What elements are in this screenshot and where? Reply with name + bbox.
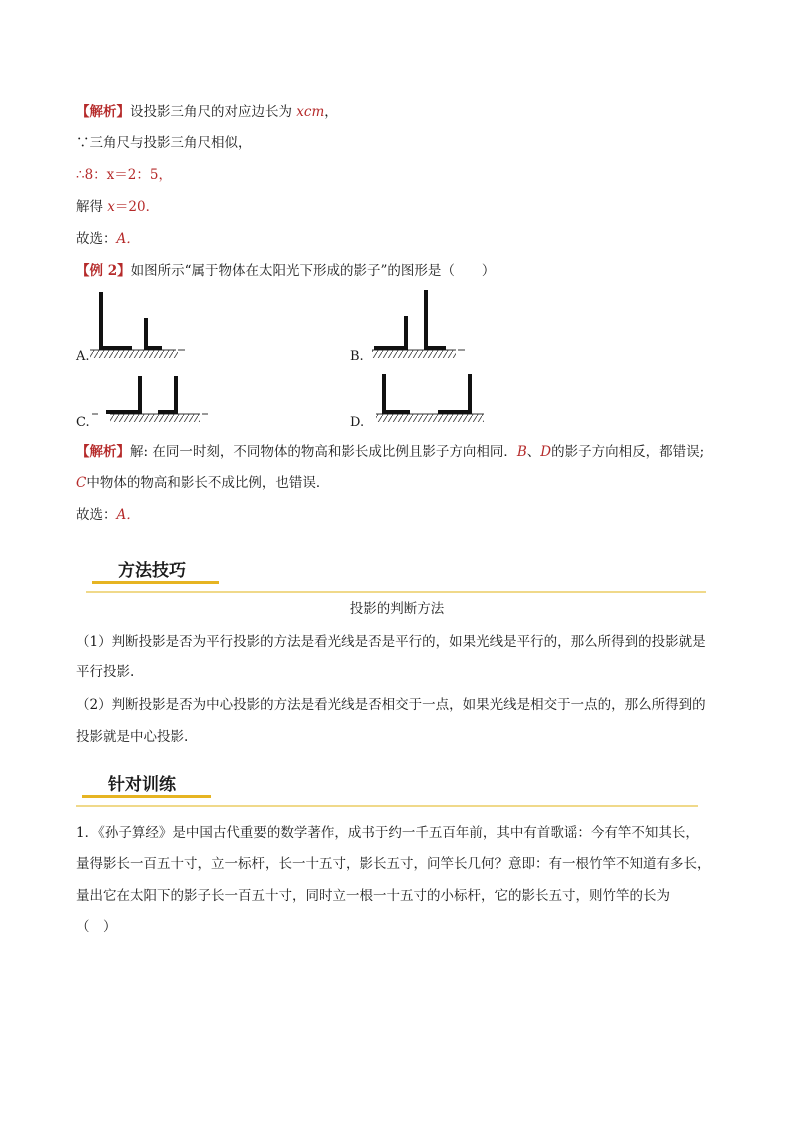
option-a-label: A. (76, 349, 90, 364)
analysis2-sep: 、 (526, 444, 541, 460)
analysis2-tag: 【解析】 (76, 444, 130, 460)
figure-c (88, 368, 213, 430)
practice-q1-line3: 量出它在太阳下的影子长一百五十寸，同时立一根一十五寸的小标杆，它的影长五寸，则竹竿的长为 (76, 888, 670, 904)
figure-b (362, 288, 472, 368)
example2-tag: 【例 2】 (76, 263, 131, 279)
methods-p1-line1: （1）判断投影是否为平行投影的方法是看光线是否是平行的，如果光线是平行的，那么所得到的投影就是 (76, 634, 706, 650)
analysis1-solve-value: ＝20． (114, 199, 160, 215)
example2-question (76, 262, 495, 280)
figure-a (88, 288, 198, 368)
analysis2-b: B (516, 444, 527, 460)
analysis2-choice: A． (116, 507, 140, 523)
example2-text: 如图所示“属于物体在太阳光下形成的影子”的图形是（ ） (130, 263, 496, 279)
practice-q1-line4: （ ） (76, 919, 117, 935)
option-c-label: C. (76, 415, 90, 430)
analysis2-text3: 中物体的物高和影长不成比例，也错误． (86, 475, 330, 491)
analysis2-text: 解: 在同一时刻，不同物体的物高和影长成比例且影子方向相同． (130, 444, 517, 460)
methods-subtitle: 投影的判断方法 (349, 601, 445, 617)
section-methods-title: 方法技巧 (118, 561, 186, 581)
option-d-label: D. (350, 415, 365, 430)
section-practice-title: 针对训练 (108, 775, 176, 795)
analysis1-end: ， (324, 104, 338, 120)
analysis2-line1 (76, 443, 704, 461)
analysis1-line1 (76, 103, 338, 121)
analysis1-solve-var: x (107, 199, 115, 215)
analysis1-text: 设投影三角尺的对应边长为 (130, 104, 297, 120)
practice-q1-line2: 量得影长一百五十寸，立一标杆，长一十五寸，影长五寸，问竿长几何？意即：有一根竹竿不知道有多长， (76, 856, 711, 872)
analysis2-choice-label: 故选： (76, 507, 117, 523)
analysis1-solve-label: 解得 (76, 199, 108, 215)
section-practice-rule (76, 805, 698, 807)
analysis1-choice: A． (116, 231, 140, 247)
analysis1-line5 (76, 230, 140, 248)
practice-q1-line1: 1．《孙子算经》是中国古代重要的数学著作，成书于约一千五百年前，其中有首歌谣：今有竿不知其长， (76, 825, 699, 841)
analysis1-ratio: ∴8：x＝2：5， (76, 167, 172, 183)
methods-p1-line2: 平行投影. (76, 664, 135, 680)
section-methods-rule (86, 591, 706, 593)
methods-p2-line2: 投影就是中心投影. (76, 729, 189, 745)
analysis2-d: D (540, 444, 552, 460)
methods-p2-line1: （2）判断投影是否为中心投影的方法是看光线是否相交于一点，如果光线是相交于一点的，那么所得到的 (76, 697, 706, 713)
analysis1-line3 (76, 166, 172, 184)
analysis2-line3 (76, 506, 140, 524)
section-methods-bar (92, 581, 219, 584)
section-practice-bar (82, 795, 211, 798)
analysis2-line2 (76, 474, 329, 492)
option-b-label: B. (350, 349, 364, 364)
analysis2-c: C (76, 475, 87, 491)
analysis1-var: xcm (296, 104, 325, 120)
analysis-tag: 【解析】 (76, 104, 130, 120)
analysis1-line4 (76, 198, 159, 216)
figure-d (372, 368, 492, 430)
analysis1-choice-label: 故选： (76, 231, 117, 247)
analysis1-line2: ∵三角尺与投影三角尺相似， (76, 135, 252, 151)
analysis2-text2: 的影子方向相反，都错误; (551, 444, 705, 460)
